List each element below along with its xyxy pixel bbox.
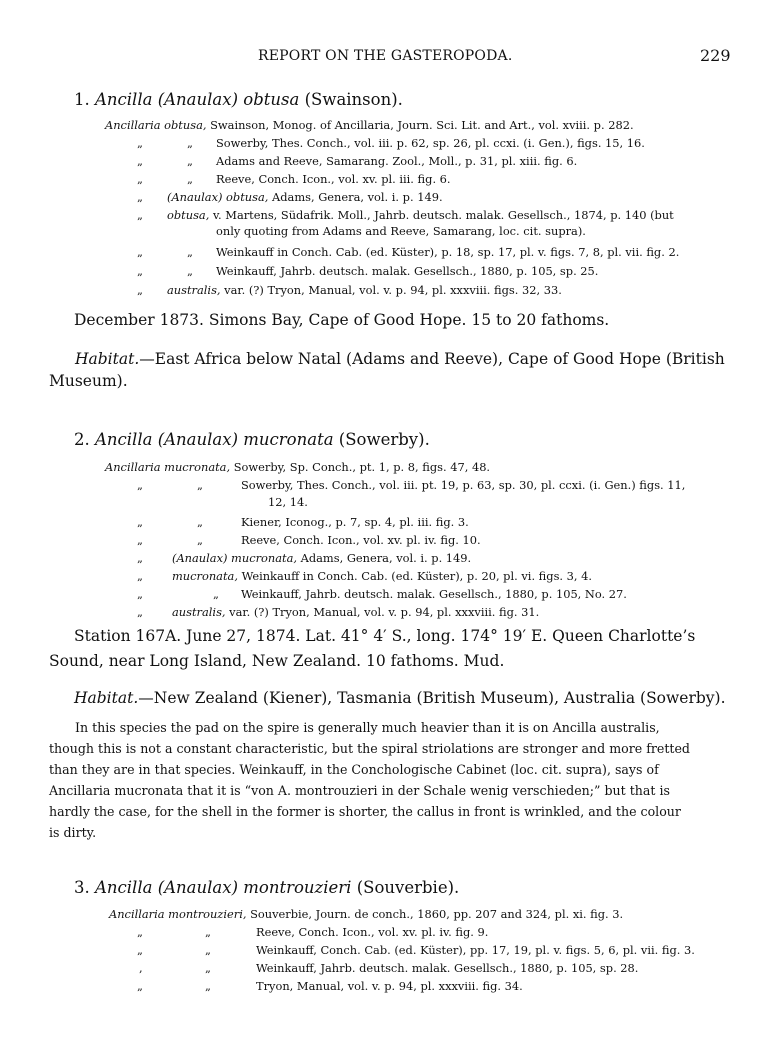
synonymy-line (167, 207, 674, 223)
synonymy-text: Reeve, Conch. Icon., vol. xv. pl. iv. fig. 10. (241, 533, 481, 547)
synonymy-line (172, 550, 471, 566)
genus-name: Ancilla (95, 90, 153, 109)
habitat-label: Habitat. (74, 689, 139, 707)
synonymy-lead: mucronata, (172, 569, 238, 583)
synonymy-line (216, 135, 645, 151)
running-title: REPORT ON THE GASTEROPODA. (258, 48, 513, 64)
synonymy-lead: australis, (167, 283, 221, 297)
genus-name: Ancilla (95, 430, 153, 449)
synonymy-lead: obtusa, (167, 208, 210, 222)
ditto-mark: „ (187, 245, 193, 259)
synonymy-line (256, 924, 488, 940)
synonymy-line (167, 282, 562, 298)
synonymy-line (256, 942, 695, 958)
synonymy-line (105, 459, 490, 475)
synonymy-text: 12, 14. (268, 495, 308, 509)
synonymy-line (241, 514, 469, 530)
synonymy-text: var. (?) Tryon, Manual, vol. v. p. 94, pl. xxxviii. figs. 32, 33. (224, 283, 562, 297)
synonymy-lead: Ancillaria mucronata, (105, 460, 231, 474)
synonymy-text: Weinkauff in Conch. Cab. (ed. Küster), p. 20, pl. vi. figs. 3, 4. (241, 569, 593, 583)
ditto-mark: „ (197, 478, 203, 492)
synonymy-lead: Ancillaria obtusa, (105, 118, 207, 132)
ditto-mark: „ (187, 264, 193, 278)
synonymy-line (241, 477, 685, 493)
synonymy-lead: australis, (172, 605, 226, 619)
synonymy-line-continuation (216, 223, 586, 239)
ditto-mark: „ (187, 136, 193, 150)
synonymy-line-continuation (268, 494, 308, 510)
species-2-habitat (74, 687, 726, 709)
synonymy-text: Reeve, Conch. Icon., vol. xv. pl. iii. fig. 6. (216, 172, 451, 186)
ditto-mark: „ (137, 551, 143, 565)
ditto-mark: „ (137, 264, 143, 278)
synonymy-line (172, 568, 592, 584)
ditto-mark: „ (137, 245, 143, 259)
ditto-mark: „ (205, 925, 211, 939)
synonymy-text: Sowerby, Thes. Conch., vol. iii. pt. 19, p. 63, sp. 30, pl. ccxi. (i. Gen.) figs. 11, (241, 478, 686, 492)
species-1-station: December 1873. Simons Bay, Cape of Good Hope. 15 to 20 fathoms. (74, 311, 610, 329)
ditto-mark: „ (137, 283, 143, 297)
species-number: 1. (74, 90, 90, 109)
ditto-mark: „ (197, 533, 203, 547)
ditto-mark: „ (137, 172, 143, 186)
species-epithet: montrouzieri (243, 878, 352, 897)
ditto-mark: „ (137, 208, 143, 222)
remarks-line: hardly the case, for the shell in the former is shorter, the callus in front is wrinkled, and the colour (49, 804, 681, 819)
synonymy-text: Weinkauff, Conch. Cab. (ed. Küster), pp. 17, 19, pl. v. figs. 5, 6, pl. vii. fig. 3. (256, 943, 695, 957)
species-author: (Swainson). (304, 90, 403, 109)
remarks-line: Ancillaria mucronata that it is “von A. montrouzieri in der Schale wenig verschieden;” but that is (49, 783, 670, 798)
ditto-mark: „ (137, 569, 143, 583)
habitat-label: Habitat. (75, 350, 140, 368)
synonymy-lead: Ancillaria montrouzieri, (109, 907, 247, 921)
genus-name: Ancilla (95, 878, 153, 897)
species-epithet: mucronata (243, 430, 334, 449)
ditto-mark: „ (137, 154, 143, 168)
synonymy-line (256, 978, 523, 994)
species-2-station-continuation: Sound, near Long Island, New Zealand. 10 fathoms. Mud. (49, 652, 505, 670)
ditto-mark: „ (137, 979, 143, 993)
ditto-mark: „ (137, 515, 143, 529)
synonymy-text: Swainson, Monog. of Ancillaria, Journ. Sci. Lit. and Art., vol. xviii. p. 282. (210, 118, 634, 132)
species-number: 2. (74, 430, 90, 449)
synonymy-line (216, 263, 598, 279)
synonymy-text: Adams, Genera, vol. i. p. 149. (300, 551, 472, 565)
ditto-mark: „ (187, 154, 193, 168)
ditto-mark: „ (205, 979, 211, 993)
synonymy-lead: (Anaulax) mucronata, (172, 551, 297, 565)
ditto-mark: „ (137, 605, 143, 619)
synonymy-text: Adams, Genera, vol. i. p. 149. (272, 190, 443, 204)
synonymy-text: Sowerby, Thes. Conch., vol. iii. p. 62, sp. 26, pl. ccxi. (i. Gen.), figs. 15, 16. (216, 136, 645, 150)
ditto-mark: „ (137, 478, 143, 492)
synonymy-text: Weinkauff, Jahrb. deutsch. malak. Gesellsch., 1880, p. 105, sp. 28. (256, 961, 639, 975)
subgenus-name: (Anaulax) (157, 430, 239, 449)
ditto-mark: „ (137, 587, 143, 601)
remarks-line: than they are in that species. Weinkauff, in the Conchologische Cabinet (loc. cit. supra), says of (49, 762, 659, 777)
synonymy-line (216, 244, 679, 260)
synonymy-text: Reeve, Conch. Icon., vol. xv. pl. iv. fig. 9. (256, 925, 489, 939)
species-2-station: Station 167A. June 27, 1874. Lat. 41° 4′ S., long. 174° 19′ E. Queen Charlotte’s (74, 627, 696, 645)
remarks-line: In this species the pad on the spire is generally much heavier than it is on Ancilla australis, (75, 720, 660, 735)
ditto-mark: „ (197, 515, 203, 529)
habitat-continuation: Museum). (49, 372, 128, 390)
remarks-line: though this is not a constant characteristic, but the spiral striolations are stronger and more fretted (49, 741, 690, 756)
running-head (0, 46, 776, 68)
subgenus-name: (Anaulax) (157, 90, 239, 109)
synonymy-text: Sowerby, Sp. Conch., pt. 1, p. 8, figs. 47, 48. (233, 460, 491, 474)
species-3-heading (74, 878, 459, 897)
synonymy-text: Kiener, Iconog., p. 7, sp. 4, pl. iii. fig. 3. (241, 515, 469, 529)
remarks-line: is dirty. (49, 825, 97, 840)
species-2-heading (74, 430, 430, 449)
ditto-mark: , (139, 961, 143, 975)
synonymy-lead: (Anaulax) obtusa, (167, 190, 269, 204)
ditto-mark: „ (205, 943, 211, 957)
synonymy-text: var. (?) Tryon, Manual, vol. v. p. 94, pl. xxxviii. fig. 31. (229, 605, 540, 619)
ditto-mark: „ (187, 172, 193, 186)
synonymy-line (241, 586, 627, 602)
synonymy-text: Tryon, Manual, vol. v. p. 94, pl. xxxviii. fig. 34. (256, 979, 523, 993)
synonymy-text: only quoting from Adams and Reeve, Samarang, loc. cit. supra). (216, 224, 586, 238)
synonymy-line (216, 171, 451, 187)
species-author: (Souverbie). (356, 878, 460, 897)
synonymy-line (167, 189, 443, 205)
synonymy-text: Souverbie, Journ. de conch., 1860, pp. 207 and 324, pl. xi. fig. 3. (250, 907, 624, 921)
synonymy-line (105, 117, 634, 133)
species-1-habitat (49, 348, 729, 392)
synonymy-text: Weinkauff, Jahrb. deutsch. malak. Gesellsch., 1880, p. 105, sp. 25. (216, 264, 599, 278)
synonymy-line (172, 604, 539, 620)
ditto-mark: „ (137, 925, 143, 939)
synonymy-text: Weinkauff, Jahrb. deutsch. malak. Gesellsch., 1880, p. 105, No. 27. (241, 587, 627, 601)
habitat-text: —New Zealand (Kiener), Tasmania (British Museum), Australia (Sowerby). (138, 689, 726, 707)
species-1-heading (74, 90, 403, 109)
synonymy-text: Weinkauff in Conch. Cab. (ed. Küster), p. 18, sp. 17, pl. v. figs. 7, 8, pl. vii. fig. 2. (216, 245, 680, 259)
synonymy-line (256, 960, 638, 976)
synonymy-line (216, 153, 577, 169)
ditto-mark: „ (137, 190, 143, 204)
species-number: 3. (74, 878, 90, 897)
synonymy-line (109, 906, 623, 922)
species-epithet: obtusa (243, 90, 300, 109)
ditto-mark: „ (137, 533, 143, 547)
page-number: 229 (700, 46, 731, 65)
synonymy-text: v. Martens, Südafrik. Moll., Jahrb. deutsch. malak. Gesellsch., 1874, p. 140 (but (212, 208, 674, 222)
subgenus-name: (Anaulax) (157, 878, 239, 897)
species-author: (Sowerby). (338, 430, 430, 449)
synonymy-text: Adams and Reeve, Samarang. Zool., Moll., p. 31, pl. xiii. fig. 6. (216, 154, 578, 168)
ditto-mark: „ (137, 136, 143, 150)
ditto-mark: „ (205, 961, 211, 975)
ditto-mark: „ (137, 943, 143, 957)
synonymy-line (241, 532, 481, 548)
habitat-text: —East Africa below Natal (Adams and Reeve), Cape of Good Hope (British (139, 350, 725, 368)
ditto-mark: „ (213, 587, 219, 601)
